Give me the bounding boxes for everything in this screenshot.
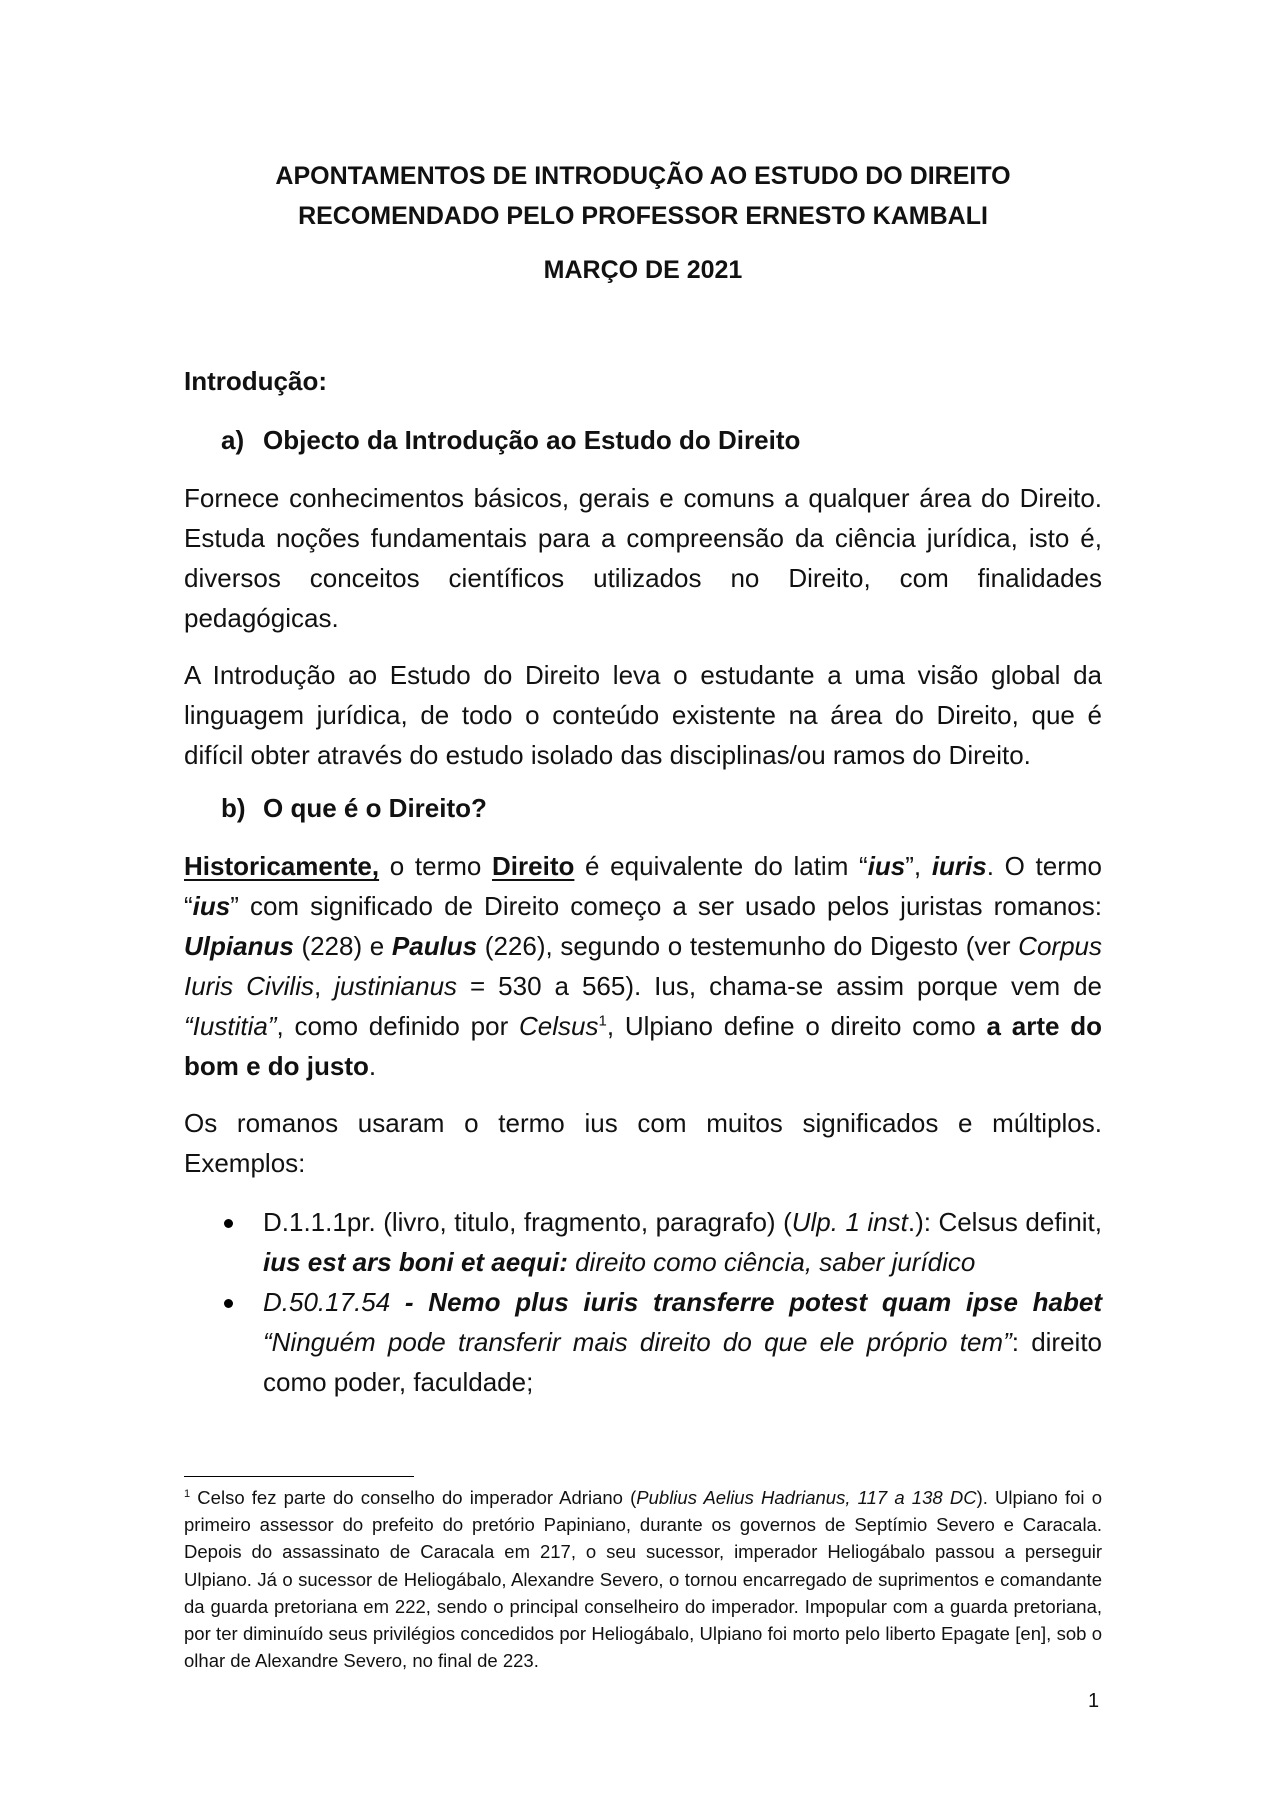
footnote-reference[interactable]: 1 — [598, 1012, 607, 1030]
ius-est-ars-term: ius est ars boni et aequi: — [263, 1247, 568, 1277]
ulpianus-term: Ulpianus — [184, 931, 294, 961]
section-b-heading — [221, 793, 487, 824]
ulp-inst-term: Ulp. 1 inst — [791, 1207, 908, 1237]
text-run: , — [313, 971, 335, 1001]
section-b-title: O que é o Direito? — [263, 793, 487, 823]
nemo-plus-term: - Nemo plus iuris transferre potest quam ipse habet — [390, 1287, 1102, 1317]
corpus-iuris-term: Corpus Iuris Civilis — [184, 931, 1102, 1001]
title-line-2: RECOMENDADO PELO PROFESSOR ERNESTO KAMBALI — [298, 202, 988, 230]
text-run: Celso fez parte do conselho do imperador Adriano ( — [190, 1487, 637, 1508]
iuris-term: iuris — [931, 851, 987, 881]
text-run: ”, — [905, 851, 932, 881]
section-b-history-paragraph — [184, 846, 1102, 1086]
bullet-icon — [224, 1219, 233, 1228]
text-run: D.1.1.1pr. (livro, titulo, fragmento, paragrafo) ( — [263, 1207, 792, 1237]
section-a-label: a) — [221, 425, 245, 455]
footnote-text — [184, 1484, 1102, 1674]
hadrianus-term: Publius Aelius Hadrianus, 117 a 138 DC — [636, 1487, 977, 1508]
section-a-title: Objecto da Introdução ao Estudo do Direito — [263, 425, 801, 455]
intro-heading: Introdução: — [184, 366, 327, 396]
bullet-1-text — [263, 1202, 1102, 1282]
section-b-label: b) — [221, 793, 246, 823]
text-run: o termo — [379, 851, 493, 881]
section-a-paragraph-1: Fornece conhecimentos básicos, gerais e comuns a qualquer área do Direito. Estuda noções fundamentais para a compreensão da ciência jurídica, isto é, diversos conceitos científicos utilizados no Direito, com finalidades pedagógicas. — [184, 483, 1102, 633]
list-item — [220, 1202, 1102, 1282]
text-run: (228) e — [293, 931, 392, 961]
celsus-term: Celsus — [519, 1011, 599, 1041]
historically-term: Historicamente, — [184, 851, 380, 881]
text-run: direito como ciência — [567, 1247, 805, 1277]
text-run: é equivalente do latim “ — [574, 851, 868, 881]
justinianus-term: justinianus — [334, 971, 458, 1001]
title-line-1: APONTAMENTOS DE INTRODUÇÃO AO ESTUDO DO DIREITO — [275, 162, 1011, 190]
ius-term: ius — [192, 891, 231, 921]
paulus-term: Paulus — [391, 931, 478, 961]
text-run: , como definido por — [276, 1011, 519, 1041]
text-run: , Ulpiano define o direito como — [606, 1011, 987, 1041]
text-run: ” com significado de Direito começo a ser usado pelos juristas romanos: — [230, 891, 1102, 921]
direito-term: Direito — [492, 851, 575, 881]
text-run: ). Ulpiano foi o primeiro assessor do prefeito do pretório Papiniano, durante os governos de Septímio Severo e Caracala. Depois do assassinato de Caracala em 217, o seu sucessor, imperador Heliogábalo passou a perseguir Ulpiano. Já o sucessor de Heliogábalo, Alexandre Severo, o tornou encarregado de suprimentos e comandante da guarda pretoriana em 222, sendo o principal conselheiro do imperador. Impopular com a guarda pretoriana, por ter diminuído seus privilégios concedidos por Heliogábalo, Ulpiano foi morto pelo liberto Epagate [en], sob o olhar de Alexandre Severo, no final de 223. — [184, 1487, 1102, 1672]
page-number: 1 — [1088, 1690, 1100, 1712]
text-run: = 530 a 565). Ius, chama-se assim porque vem de — [457, 971, 1102, 1001]
document-date: MARÇO DE 2021 — [543, 256, 743, 284]
text-run: (226), segundo o testemunho do Digesto (ver — [477, 931, 1019, 961]
footnote-separator — [184, 1476, 414, 1477]
art-of-good-and-just: a arte do bom e do justo — [184, 1011, 1102, 1081]
iustitia-term: “Iustitia” — [184, 1011, 277, 1041]
footnote-mark: 1 — [184, 1487, 191, 1500]
text-run: : direito como poder, faculdade; — [263, 1327, 1103, 1397]
text-run: , saber jurídico — [804, 1247, 976, 1277]
ius-term: ius — [867, 851, 906, 881]
bullet-icon — [224, 1299, 233, 1308]
list-item — [220, 1282, 1102, 1402]
document-title-block — [184, 156, 1102, 285]
section-a-heading — [221, 425, 800, 456]
bullet-2-text — [263, 1282, 1102, 1402]
romans-paragraph: Os romanos usaram o termo ius com muitos significados e múltiplos. Exemplos: — [184, 1108, 1102, 1178]
digest-reference: D.50.17.54 — [263, 1287, 391, 1317]
text-run: “Ninguém pode transferir mais direito do que ele próprio tem” — [263, 1327, 1012, 1357]
text-run: .): Celsus definit, — [907, 1207, 1102, 1237]
text-run: . — [368, 1051, 377, 1081]
section-a-paragraph-2: A Introdução ao Estudo do Direito leva o estudante a uma visão global da linguagem jurídica, de todo o conteúdo existente na área do Direito, que é difícil obter através do estudo isolado das disciplinas/ou ramos do Direito. — [184, 660, 1102, 770]
text-run: . O termo “ — [184, 851, 1103, 921]
